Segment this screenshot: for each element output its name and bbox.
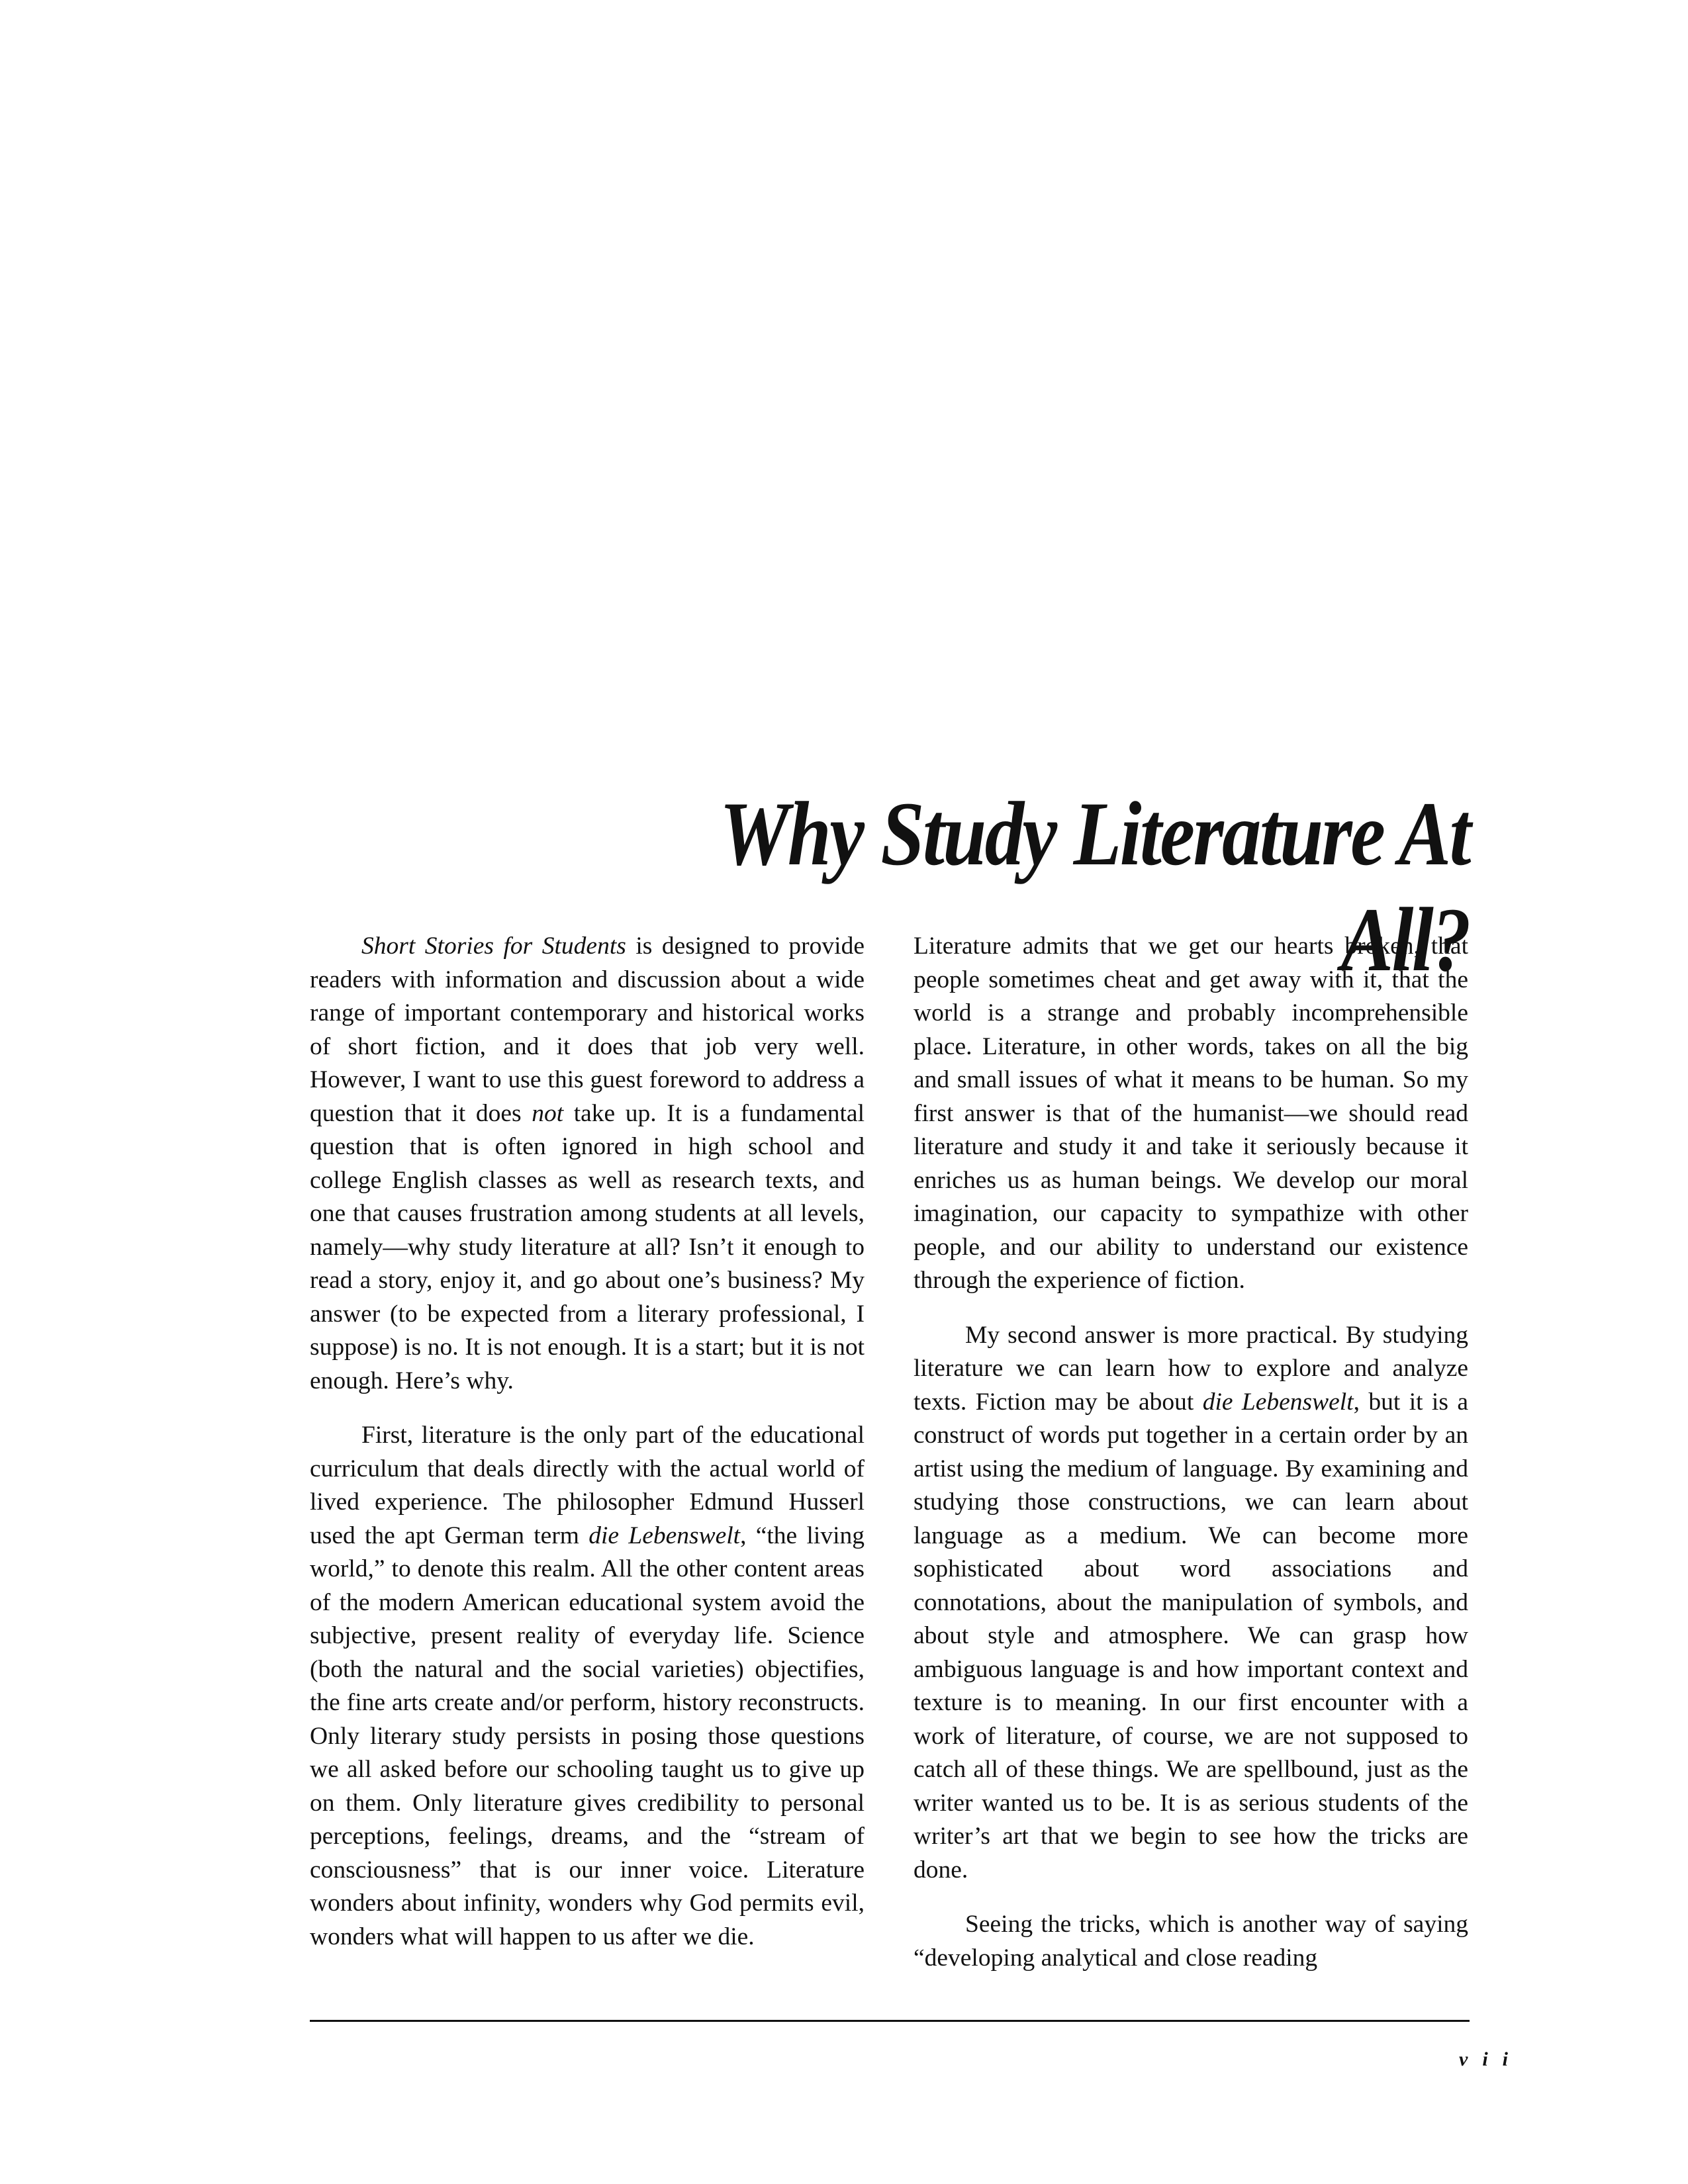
paragraph-text: , “the living world,” to denote this realm. All the other content areas of the modern American educational system avoid the subjective, present reality of everyday life. Science (both the natural and the social varieties) objectifies, the fine arts create and/or perform, history reconstructs. Only literary study persists in posing those questions we all asked before our schooling taught us to give up on them. Only literature gives credibility to personal perceptions, feelings, dreams, and the “stream of consciousness” that is our inner voice. Literature wonders about infinity, wonders why God permits evil, wonders what will happen to us after we die. (310, 1522, 865, 1950)
paragraph-text: take up. It is a fundamental question that is often ignored in high school and college English classes as well as research texts, and one that causes frustration among students at all levels, namely—why study literature at all? Isn’t it enough to read a story, enjoy it, and go about one’s business? My answer (to be expected from a literary professional, I suppose) is no. It is not enough. It is a start; but it is not enough. Here’s why. (310, 1099, 865, 1394)
left-column (310, 930, 865, 1954)
paragraph-intro (310, 930, 865, 1398)
paragraph-text: is designed to provide readers with information and discussion about a wide range of important contemporary and historical works of short fiction, and it does that job very well. However, I want to use this guest foreword to address a question that it does (310, 933, 865, 1127)
right-column (914, 930, 1468, 1975)
page-number: vii (1459, 2048, 1523, 2070)
paragraph-text: First, literature is the only part of the educational curriculum that deals directly with the actual world of lived experience. The philosopher Edmund Husserl used the apt German term (310, 1422, 865, 1549)
paragraph-first-answer (310, 1419, 865, 1954)
term-italic: die Lebenswelt (588, 1522, 741, 1549)
paragraph-seeing-tricks: Seeing the tricks, which is another way of saying “developing analytical and close reading (914, 1911, 1468, 1972)
emphasis-not: not (532, 1099, 564, 1127)
term-italic: die Lebenswelt (1202, 1388, 1354, 1416)
paragraph-second-answer (914, 1319, 1468, 1888)
paragraph-text: , but it is a construct of words put together in a certain order by an artist using the medium of language. By examining and studying those constructions, we can learn about language as a medium. We can become more sophisticated about word associations and connotations, about the manipulation of symbols, and about style and atmosphere. We can grasp how ambiguous language is and how important context and texture is to meaning. In our first encounter with a work of literature, of course, we are not supposed to catch all of these things. We are spellbound, just as the writer wanted us to be. It is as serious students of the writer’s art that we begin to see how the tricks are done. (914, 1388, 1468, 1884)
paragraph-text: My second answer is more practical. By studying literature we can learn how to explore and analyze texts. Fiction may be about (914, 1321, 1468, 1416)
page-title: Why Study Literature At All? (719, 783, 1470, 990)
footer-rule (310, 2020, 1470, 2022)
paragraph-continued: Literature admits that we get our hearts broken, that people sometimes cheat and get away with it, that the world is a strange and probably incomprehensible place. Literature, in other words, takes on all the big and small issues of what it means to be human. So my first answer is that of the humanist—we should read literature and study it and take it seriously because it enriches us as human beings. We develop our moral imagination, our capacity to sympathize with other people, and our ability to understand our existence through the experience of fiction. (914, 933, 1468, 1294)
book-title-italic: Short Stories for Students (361, 933, 626, 960)
